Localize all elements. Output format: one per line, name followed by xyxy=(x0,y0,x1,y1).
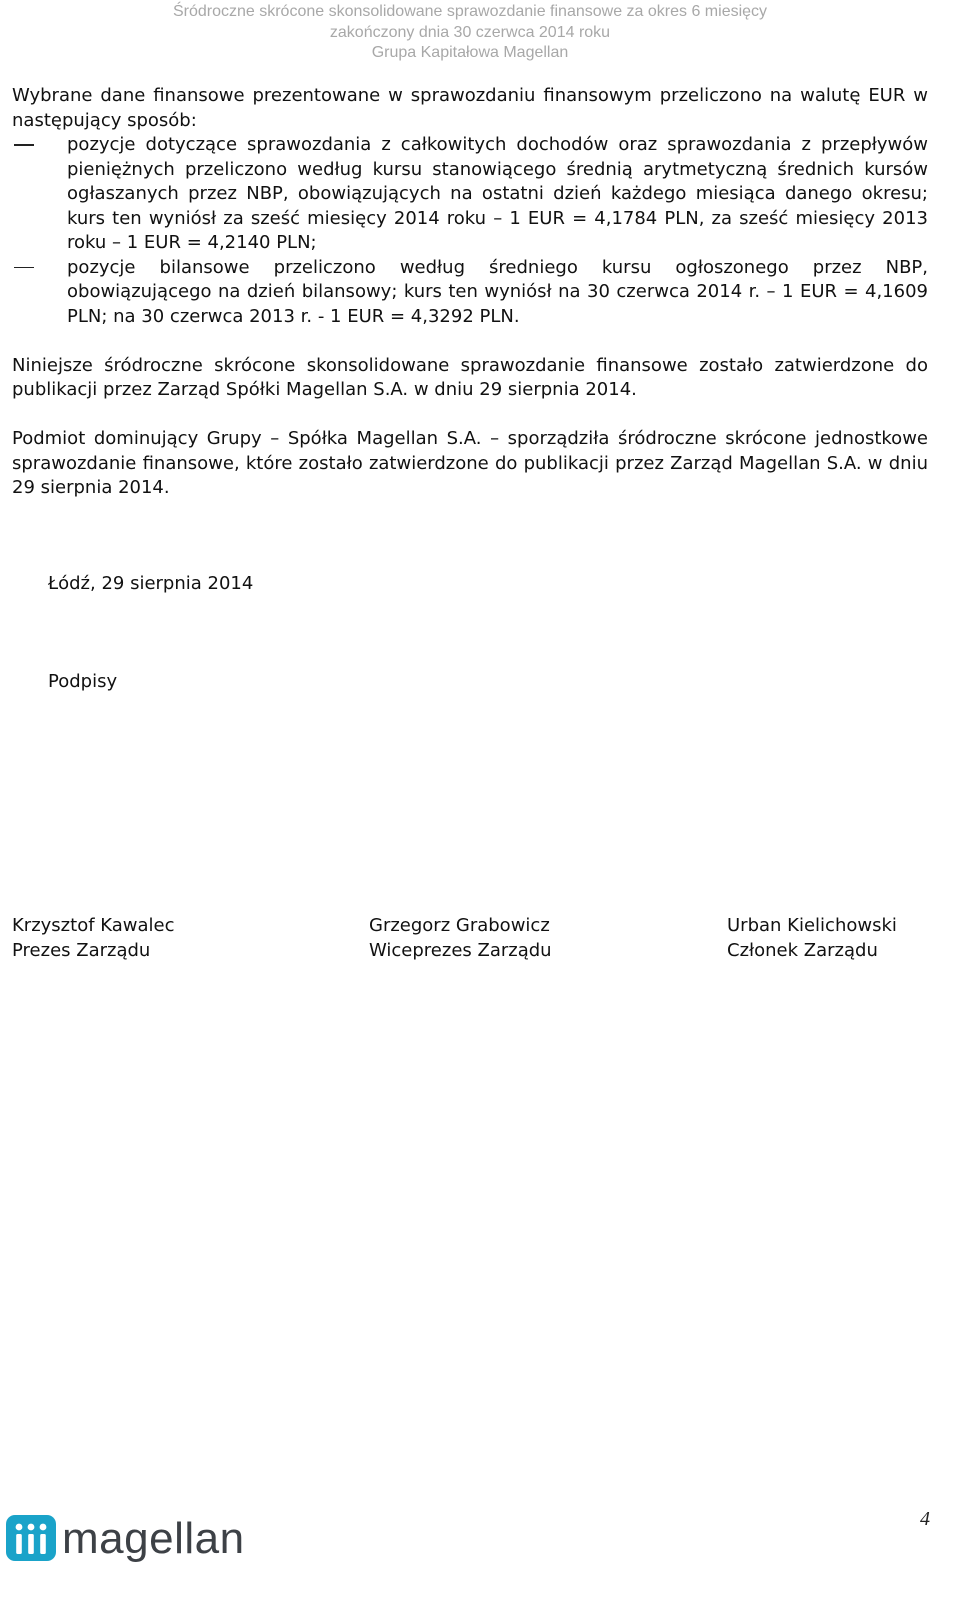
header-line-2: zakończony dnia 30 czerwca 2014 roku xyxy=(329,23,611,41)
signatory-role: Członek Zarządu xyxy=(727,939,878,961)
header-line-1: Śródroczne skrócone skonsolidowane sprawozdanie finansowe za okres 6 miesięcy xyxy=(172,3,768,20)
signatory-name: Urban Kielichowski xyxy=(727,915,897,936)
list-item xyxy=(12,256,928,330)
dash-bullet-icon xyxy=(14,144,34,146)
signatory-name: Grzegorz Grabowicz xyxy=(369,915,550,936)
list-item-text: pozycje bilansowe przeliczono według średniego kursu ogłoszonego przez NBP, obowiązującego na dzień bilansowy; kurs ten wyniósł na 30 czerwca 2014 r. – 1 EUR = 4,1609 PLN; na 30 czerwca 2013 r. - 1 EUR = 4,3292 PLN. xyxy=(67,256,928,327)
page-header xyxy=(0,2,940,64)
place-and-date: Łódź, 29 sierpnia 2014 xyxy=(48,573,254,594)
signatory-role: Prezes Zarządu xyxy=(12,939,151,961)
signatory-role: Wiceprezes Zarządu xyxy=(369,939,552,961)
dash-bullet-icon xyxy=(14,267,34,269)
page-number: 4 xyxy=(920,1508,930,1530)
document-body xyxy=(12,84,928,525)
signatures-label: Podpisy xyxy=(48,671,118,692)
conversion-list xyxy=(12,133,928,329)
signatory-block xyxy=(369,914,552,963)
header-line-3: Grupa Kapitałowa Magellan xyxy=(371,44,569,61)
intro-paragraph: Wybrane dane finansowe prezentowane w sprawozdaniu finansowym przeliczono na walutę EUR w następujący sposób: xyxy=(12,85,928,131)
magellan-logo-icon xyxy=(6,1515,56,1561)
list-item-text: pozycje dotyczące sprawozdania z całkowitych dochodów oraz sprawozdania z przepływów pieniężnych przeliczono według kursu stanowiącego średnią arytmetyczną średnich kursów ogłaszanych przez NBP, obowiązujących na ostatni dzień każdego miesiąca danego okresu; kurs ten wyniósł za sześć miesięcy 2014 roku – 1 EUR = 4,1784 PLN, za sześć miesięcy 2013 roku – 1 EUR = 4,2140 PLN; xyxy=(67,134,928,253)
signatory-name: Krzysztof Kawalec xyxy=(12,915,175,936)
signatory-block xyxy=(12,914,175,963)
parent-entity-paragraph: Podmiot dominujący Grupy – Spółka Magellan S.A. – sporządziła śródroczne skrócone jednostkowe sprawozdanie finansowe, które zostało zatwierdzone do publikacji przez Zarząd Magellan S.A. w dniu 29 sierpnia 2014. xyxy=(12,428,928,498)
signatory-block xyxy=(727,914,897,963)
logo-wordmark: magellan xyxy=(62,1514,245,1563)
list-item xyxy=(12,133,928,256)
approval-paragraph: Niniejsze śródroczne skrócone skonsolidowane sprawozdanie finansowe zostało zatwierdzone do publikacji przez Zarząd Spółki Magellan S.A. w dniu 29 sierpnia 2014. xyxy=(12,354,928,400)
magellan-logo xyxy=(6,1513,245,1561)
